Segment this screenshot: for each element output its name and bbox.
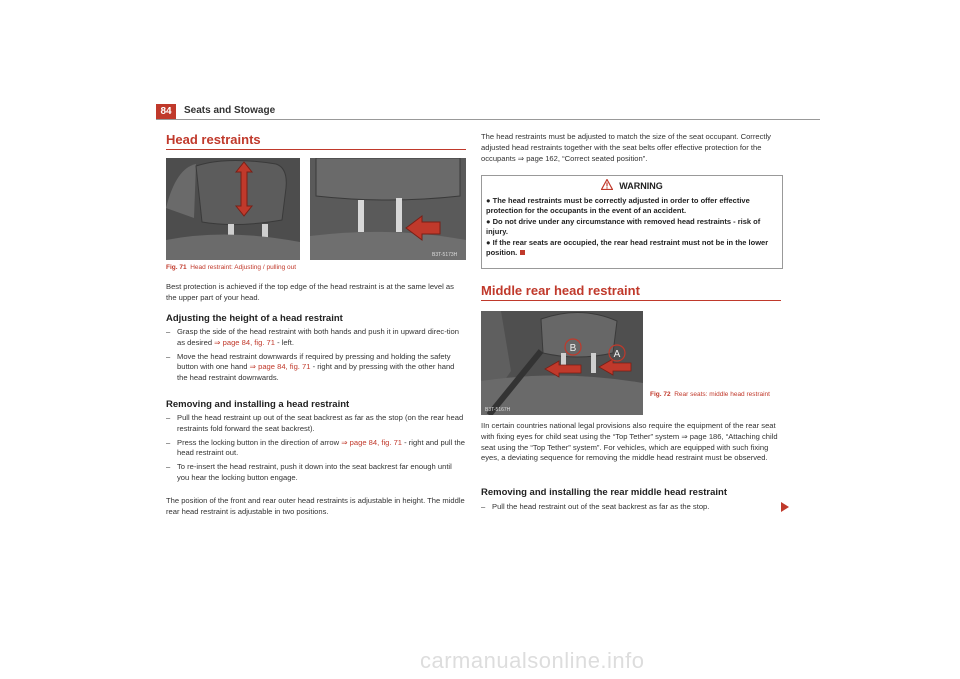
- figure-72-caption: [650, 391, 770, 398]
- top-tether-paragraph: IIn certain countries national legal provisions also require the equipment of the rear seat with fixing eyes for child seat using the “Top Tether” system ⇒ page 186, “Attaching child seat using the “Top Tether” system”. For vehicles, which are equipped with such fixing eyes, a deviating sequence for removing the middle head restraint must be observed.: [481, 421, 778, 463]
- intro-paragraph: Best protection is achieved if the top edge of the head restraint is at the same level as the upper part of your head.: [166, 282, 454, 302]
- list-item: – Pull the head restraint out of the seat backrest as far as the stop.: [481, 502, 710, 511]
- figure-72-label-b: B: [569, 343, 577, 354]
- remove-middle-list: [481, 502, 771, 513]
- closing-paragraph: The position of the front and rear outer head restraints is adjustable in height. The middle rear head restraint is adjustable in two positions.: [166, 496, 465, 516]
- figure-72-caption-label: Fig. 72: [650, 391, 671, 398]
- next-page-arrow-icon[interactable]: [781, 502, 789, 512]
- list-item: – Move the head restraint downwards if required by pressing and holding the safety button with one hand ⇒ page 84, fig. 71 - right and by pressing with the other hand the head restraint downwards.: [166, 351, 455, 383]
- page-link[interactable]: ⇒ page 84, fig. 71: [214, 337, 275, 347]
- list-item: – Pull the head restraint up out of the seat backrest as far as the stop (on the rear head restraints fold forward the seat backrest).: [166, 413, 464, 433]
- subheading-adjusting: Adjusting the height of a head restraint: [166, 313, 343, 324]
- right-intro-paragraph: The head restraints must be adjusted to match the size of the seat occupant. Correctly adjusted head restraints together with the seat belts offer effective protection for the occupants ⇒ page 162, “Correct seated position”.: [481, 132, 771, 163]
- figure-71-caption-label: Fig. 71: [166, 264, 187, 271]
- watermark: carmanualsonline.info: [420, 648, 645, 673]
- list-item: – Press the locking button in the direction of arrow ⇒ page 84, fig. 71 - right and pull the head restraint out.: [166, 437, 465, 458]
- warning-item: ● If the rear seats are occupied, the rear head restraint must not be in the lower position.: [486, 237, 769, 258]
- header-divider: [156, 119, 820, 120]
- figure-72-code: B3T-5167H: [485, 407, 511, 413]
- figure-71-code: B3T-5173H: [432, 252, 458, 258]
- heading-rule: [166, 149, 466, 150]
- warning-header: [482, 179, 782, 191]
- warning-title: WARNING: [619, 181, 663, 191]
- figure-71-caption: [166, 264, 296, 271]
- warning-item: ● Do not drive under any circumstance with removed head restraints - risk of injury.: [486, 216, 761, 237]
- end-mark-icon: [520, 250, 525, 255]
- running-header: Seats and Stowage: [184, 105, 276, 116]
- remove-list: [166, 413, 466, 484]
- subheading-removing-middle: Removing and installing the rear middle head restraint: [481, 487, 727, 498]
- figure-71-right-image: [310, 158, 466, 260]
- list-item: – To re-insert the head restraint, push it down into the seat backrest far enough until you hear the locking button engage.: [166, 462, 452, 482]
- page-number: 84: [156, 104, 176, 120]
- figure-71-left-image: [166, 158, 300, 260]
- page-link[interactable]: ⇒ page 84, fig. 71: [249, 362, 311, 372]
- figure-72-caption-text: Rear seats: middle head restraint: [674, 391, 770, 398]
- figure-71-caption-text: Head restraint: Adjusting / pulling out: [190, 264, 297, 271]
- warning-item: ● The head restraints must be correctly adjusted in order to offer effective protection for the occupants in the event of an accident.: [486, 196, 750, 216]
- heading-head-restraints: Head restraints: [166, 132, 261, 147]
- warning-triangle-icon: [601, 179, 613, 190]
- list-item: – Grasp the side of the head restraint with both hands and push it in upward direc-tion as desired ⇒ page 84, fig. 71 - left.: [166, 327, 459, 347]
- adjust-list: [166, 327, 466, 384]
- heading-rule: [481, 300, 781, 301]
- warning-box: [481, 175, 783, 269]
- heading-middle-rear-head-restraint: Middle rear head restraint: [481, 283, 640, 298]
- page-link[interactable]: ⇒ page 84, fig. 71: [341, 437, 403, 447]
- figure-72-image: [481, 311, 643, 415]
- figure-72-label-a: A: [613, 349, 621, 360]
- warning-body: [486, 196, 778, 258]
- subheading-removing: Removing and installing a head restraint: [166, 399, 350, 410]
